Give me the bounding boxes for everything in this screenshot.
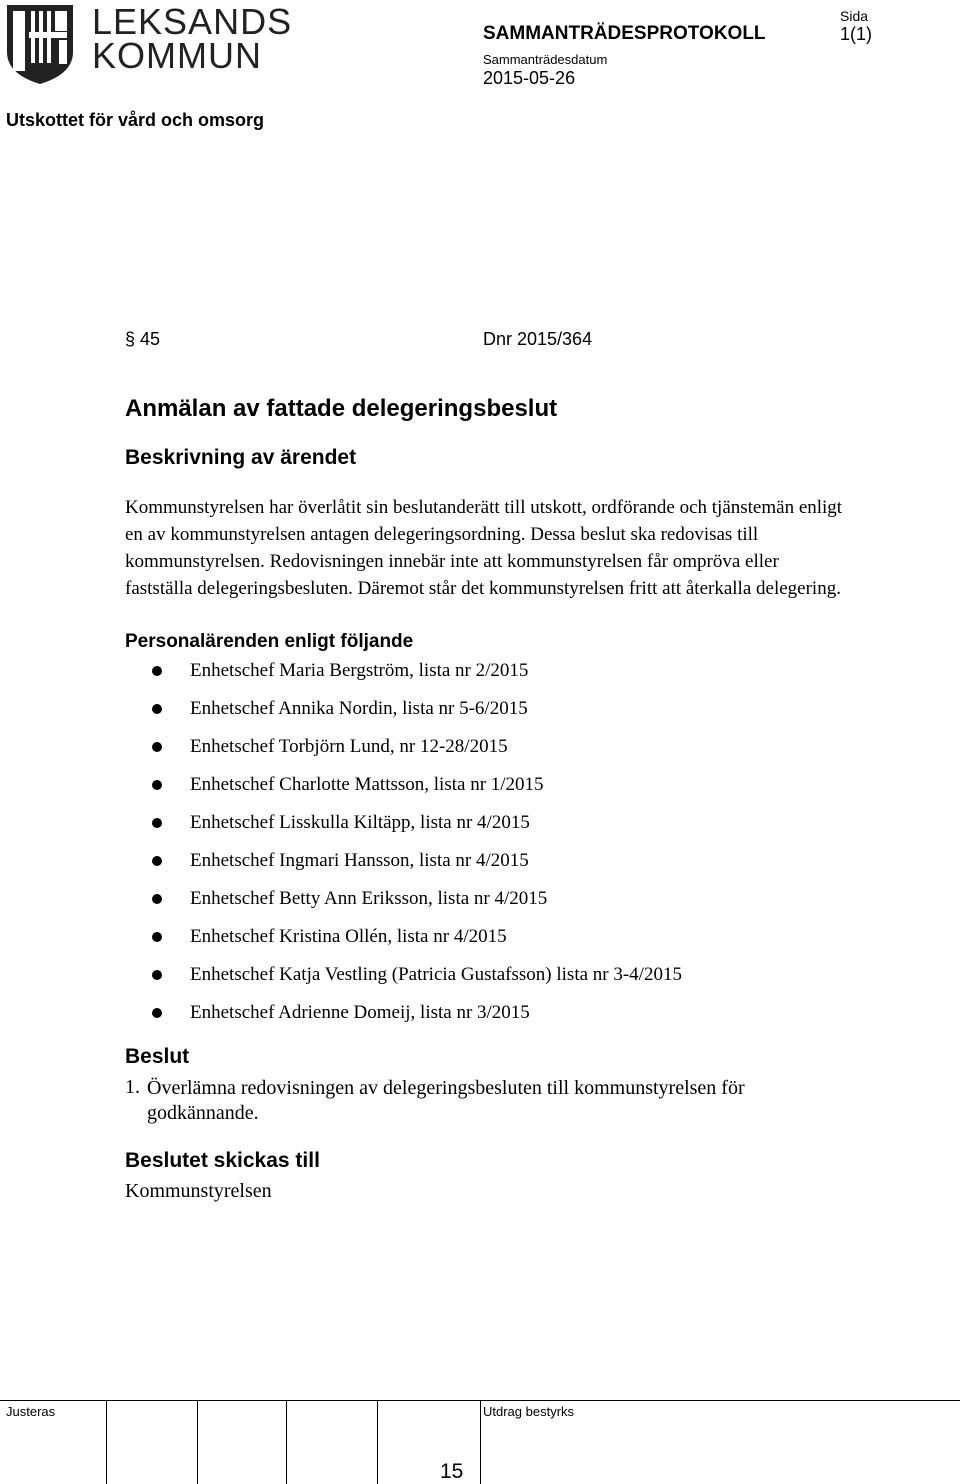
page-number: 1(1): [840, 24, 873, 44]
list-item: [150, 956, 682, 994]
list-item-text: Enhetschef Charlotte Mattsson, lista nr 1/2015: [190, 774, 544, 795]
list-item-text: Enhetschef Katja Vestling (Patricia Gustafsson) lista nr 3-4/2015: [190, 964, 682, 985]
committee-name: Utskottet för vård och omsorg: [6, 110, 265, 130]
list-item: [150, 728, 682, 766]
bullet-icon: [152, 780, 162, 790]
utdrag-label: Utdrag bestyrks: [483, 1404, 575, 1419]
recipients-heading: Beslutet skickas till: [125, 1149, 320, 1172]
decision-number: 1.: [125, 1076, 140, 1098]
bullet-icon: [152, 970, 162, 980]
decision-text: Överlämna redovisningen av delegeringsbesluten till kommunstyrelsen för godkännande.: [147, 1077, 745, 1124]
municipal-coat-of-arms-icon: [4, 2, 76, 86]
brand-name-line1: LEKSANDS: [92, 1, 293, 42]
bullet-icon: [152, 666, 162, 676]
personnel-heading: Personalärenden enligt följande: [125, 631, 414, 652]
list-item-text: Enhetschef Maria Bergström, lista nr 2/2015: [190, 660, 529, 681]
list-item: [150, 804, 682, 842]
description-heading: Beskrivning av ärendet: [125, 446, 357, 469]
recipient: Kommunstyrelsen: [125, 1180, 272, 1202]
bullet-icon: [152, 742, 162, 752]
page-label: Sida: [840, 8, 869, 24]
signature-box-divider: [286, 1400, 287, 1484]
document-title: SAMMANTRÄDESPROTOKOLL: [483, 23, 766, 44]
list-item-text: Enhetschef Adrienne Domeij, lista nr 3/2015: [190, 1002, 530, 1023]
list-item: [150, 690, 682, 728]
bullet-icon: [152, 704, 162, 714]
list-item-text: Enhetschef Kristina Ollén, lista nr 4/2015: [190, 926, 507, 947]
list-item-text: Enhetschef Betty Ann Eriksson, lista nr 4/2015: [190, 888, 548, 909]
list-item-text: Enhetschef Lisskulla Kiltäpp, lista nr 4/2015: [190, 812, 530, 833]
list-item-text: Enhetschef Torbjörn Lund, nr 12-28/2015: [190, 736, 508, 757]
bullet-icon: [152, 932, 162, 942]
brand-name-line2: KOMMUN: [92, 35, 262, 76]
meeting-date-label: Sammanträdesdatum: [483, 52, 608, 67]
list-item: [150, 918, 682, 956]
justeras-label: Justeras: [6, 1404, 56, 1419]
bullet-icon: [152, 894, 162, 904]
list-item: [150, 994, 682, 1032]
signature-box-divider: [197, 1400, 198, 1484]
personnel-list: [150, 652, 682, 1032]
signature-box-divider: [480, 1400, 481, 1484]
diary-number: Dnr 2015/364: [483, 329, 593, 349]
list-item-text: Enhetschef Ingmari Hansson, lista nr 4/2015: [190, 850, 529, 871]
bullet-icon: [152, 818, 162, 828]
list-item: [150, 766, 682, 804]
list-item: [150, 652, 682, 690]
signature-box-divider: [106, 1400, 107, 1484]
page-title: Anmälan av fattade delegeringsbeslut: [125, 395, 558, 422]
description-text: Kommunstyrelsen har överlåtit sin beslutanderätt till utskott, ordförande och tjänstemän enligt en av kommunstyrelsen antagen delegeringsordning. Dessa beslut ska redovisas till kommunstyrelsen. Redovisningen innebär inte att kommunstyrelsen får ompröva eller fastställa delegeringsbesluten. Däremot står det kommunstyrelsen fritt att återkalla delegering.: [125, 497, 843, 599]
meeting-date: 2015-05-26: [483, 68, 576, 88]
bullet-icon: [152, 1008, 162, 1018]
paragraph-number: § 45: [125, 329, 161, 349]
bullet-icon: [152, 856, 162, 866]
list-item-text: Enhetschef Annika Nordin, lista nr 5-6/2015: [190, 698, 528, 719]
list-item: [150, 842, 682, 880]
list-item: [150, 880, 682, 918]
footer-page-number: 15: [440, 1460, 464, 1483]
signature-box-divider: [377, 1400, 378, 1484]
decision-heading: Beslut: [125, 1045, 190, 1068]
